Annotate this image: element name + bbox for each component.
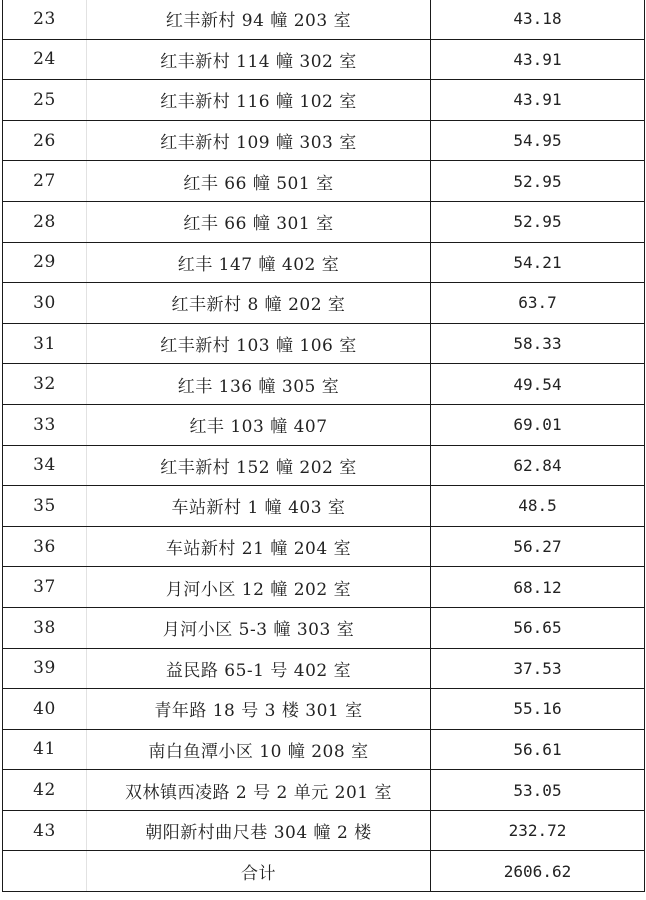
- table-row: [3, 689, 645, 730]
- table-row: [3, 39, 645, 80]
- row-number-cell: 36: [3, 526, 87, 567]
- row-number-cell: 39: [3, 648, 87, 689]
- address-cell: 红丰新村 109 幢 303 室: [87, 120, 431, 161]
- address-cell: 红丰 66 幢 301 室: [87, 201, 431, 242]
- table-row: [3, 607, 645, 648]
- area-cell: 52.95: [431, 161, 645, 202]
- area-cell: 43.91: [431, 80, 645, 121]
- area-cell: 37.53: [431, 648, 645, 689]
- table-row: [3, 120, 645, 161]
- address-cell: 红丰新村 116 幢 102 室: [87, 80, 431, 121]
- row-number-cell: 27: [3, 161, 87, 202]
- row-number-cell: 29: [3, 242, 87, 283]
- address-cell: 车站新村 1 幢 403 室: [87, 486, 431, 527]
- total-label-cell: 合计: [87, 851, 431, 892]
- address-cell: 车站新村 21 幢 204 室: [87, 526, 431, 567]
- table-row: [3, 242, 645, 283]
- table-row: [3, 445, 645, 486]
- row-number-cell: 25: [3, 80, 87, 121]
- area-cell: 56.27: [431, 526, 645, 567]
- area-cell: 63.7: [431, 283, 645, 324]
- row-number-cell: 37: [3, 567, 87, 608]
- row-number-cell: 32: [3, 364, 87, 405]
- table-body: [3, 0, 645, 892]
- address-cell: 红丰新村 94 幢 203 室: [87, 0, 431, 39]
- row-number-cell: 26: [3, 120, 87, 161]
- property-area-table: [2, 0, 645, 892]
- address-cell: 红丰新村 114 幢 302 室: [87, 39, 431, 80]
- address-cell: 红丰新村 8 幢 202 室: [87, 283, 431, 324]
- table-row: [3, 0, 645, 39]
- table-row: [3, 364, 645, 405]
- table-row: [3, 567, 645, 608]
- address-cell: 益民路 65-1 号 402 室: [87, 648, 431, 689]
- table-row: [3, 770, 645, 811]
- row-number-cell: 28: [3, 201, 87, 242]
- area-cell: 232.72: [431, 810, 645, 851]
- row-number-cell: 34: [3, 445, 87, 486]
- area-cell: 68.12: [431, 567, 645, 608]
- table-row: [3, 323, 645, 364]
- address-cell: 南白鱼潭小区 10 幢 208 室: [87, 729, 431, 770]
- address-cell: 月河小区 12 幢 202 室: [87, 567, 431, 608]
- row-number-cell: 38: [3, 607, 87, 648]
- area-cell: 69.01: [431, 404, 645, 445]
- address-cell: 月河小区 5-3 幢 303 室: [87, 607, 431, 648]
- total-row: [3, 851, 645, 892]
- row-number-cell: 40: [3, 689, 87, 730]
- row-number-cell: 41: [3, 729, 87, 770]
- row-number-cell: 24: [3, 39, 87, 80]
- table-row: [3, 810, 645, 851]
- address-cell: 双林镇西凌路 2 号 2 单元 201 室: [87, 770, 431, 811]
- table-row: [3, 729, 645, 770]
- table-row: [3, 201, 645, 242]
- area-cell: 56.65: [431, 607, 645, 648]
- area-cell: 49.54: [431, 364, 645, 405]
- table-row: [3, 80, 645, 121]
- total-blank-cell: [3, 851, 87, 892]
- total-area-cell: 2606.62: [431, 851, 645, 892]
- row-number-cell: 35: [3, 486, 87, 527]
- address-cell: 红丰新村 103 幢 106 室: [87, 323, 431, 364]
- address-cell: 红丰 147 幢 402 室: [87, 242, 431, 283]
- area-cell: 56.61: [431, 729, 645, 770]
- row-number-cell: 43: [3, 810, 87, 851]
- address-cell: 红丰 66 幢 501 室: [87, 161, 431, 202]
- address-cell: 红丰 136 幢 305 室: [87, 364, 431, 405]
- area-cell: 43.18: [431, 0, 645, 39]
- address-cell: 朝阳新村曲尺巷 304 幢 2 楼: [87, 810, 431, 851]
- area-cell: 62.84: [431, 445, 645, 486]
- table-row: [3, 161, 645, 202]
- area-cell: 54.21: [431, 242, 645, 283]
- table-row: [3, 486, 645, 527]
- area-cell: 54.95: [431, 120, 645, 161]
- area-cell: 55.16: [431, 689, 645, 730]
- address-cell: 青年路 18 号 3 楼 301 室: [87, 689, 431, 730]
- address-cell: 红丰 103 幢 407: [87, 404, 431, 445]
- area-cell: 43.91: [431, 39, 645, 80]
- address-cell: 红丰新村 152 幢 202 室: [87, 445, 431, 486]
- row-number-cell: 33: [3, 404, 87, 445]
- row-number-cell: 42: [3, 770, 87, 811]
- table-row: [3, 404, 645, 445]
- area-cell: 48.5: [431, 486, 645, 527]
- row-number-cell: 30: [3, 283, 87, 324]
- table-row: [3, 526, 645, 567]
- table-row: [3, 648, 645, 689]
- table-row: [3, 283, 645, 324]
- area-cell: 52.95: [431, 201, 645, 242]
- row-number-cell: 31: [3, 323, 87, 364]
- row-number-cell: 23: [3, 0, 87, 39]
- area-cell: 58.33: [431, 323, 645, 364]
- area-cell: 53.05: [431, 770, 645, 811]
